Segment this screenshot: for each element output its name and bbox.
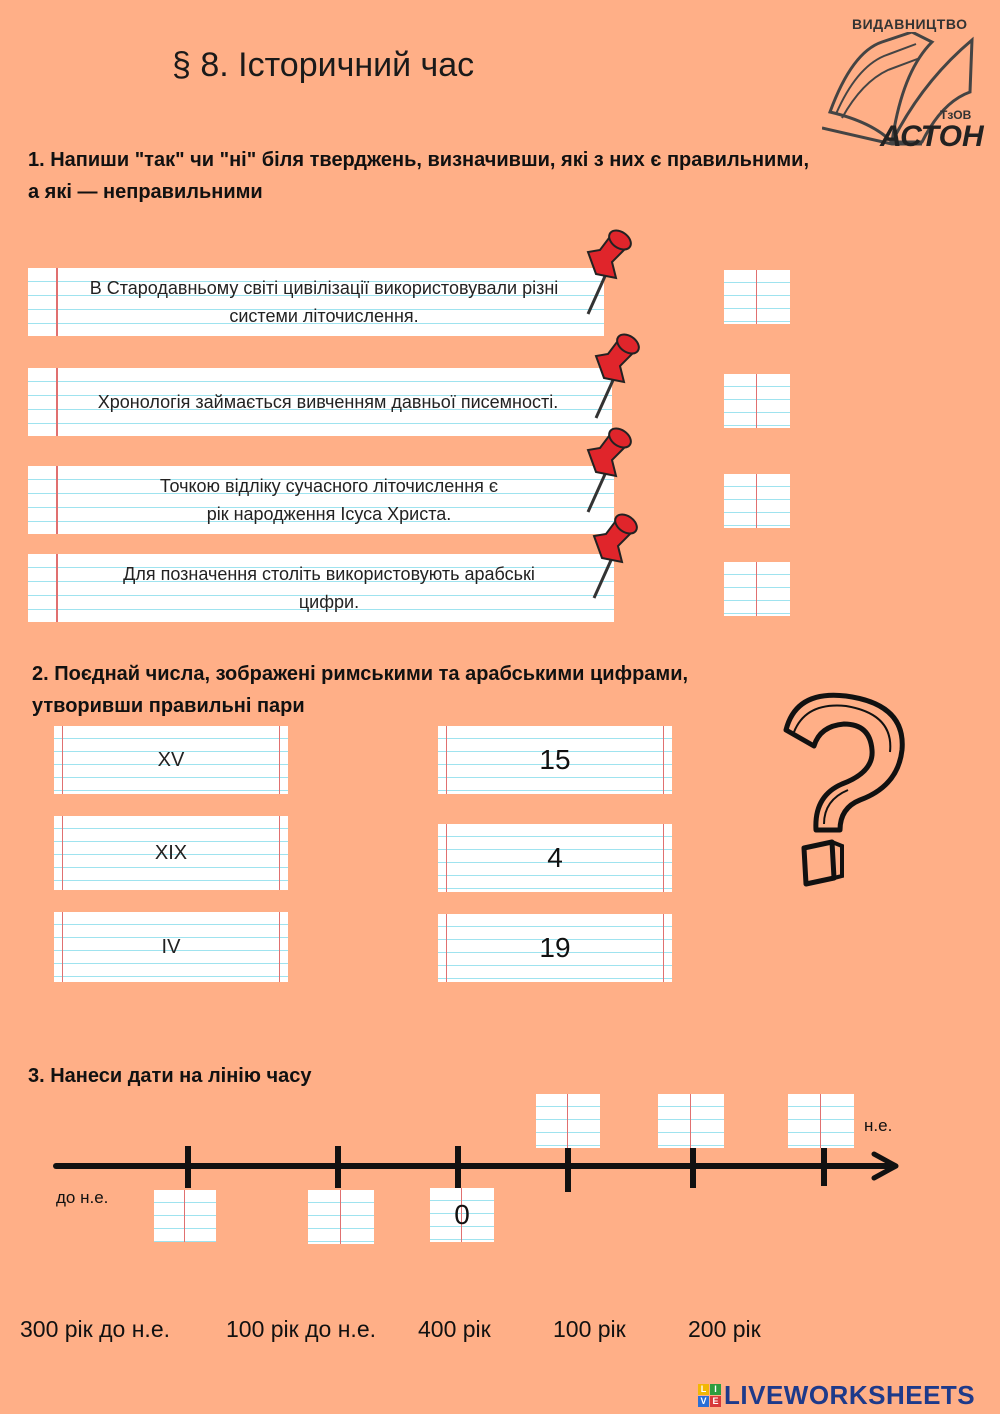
- page-title: § 8. Історичний час: [172, 46, 475, 84]
- date-option[interactable]: 100 рік до н.е.: [226, 1316, 376, 1342]
- push-pin-icon: [584, 510, 644, 600]
- label-ad: н.е.: [864, 1116, 893, 1135]
- statement-card: [28, 554, 614, 622]
- statement-text: Хронологія займається вивченням давньої писемності.: [97, 392, 559, 412]
- brand-badge-letter: I: [710, 1384, 721, 1395]
- date-option[interactable]: 400 рік: [418, 1316, 491, 1342]
- brand-badge-letter: V: [698, 1396, 709, 1407]
- task1-heading-line1: 1. Напиши "так" чи "ні" біля тверджень, визначивши, які з них є правильними,: [28, 149, 809, 171]
- timeline-drop-box[interactable]: [788, 1094, 854, 1148]
- task2-heading-line2: утворивши правильні пари: [32, 695, 305, 717]
- push-pin-icon: [586, 330, 646, 420]
- roman-numeral-card[interactable]: [54, 726, 288, 794]
- label-bc: до н.е.: [56, 1188, 109, 1207]
- timeline-drop-box[interactable]: [536, 1094, 600, 1148]
- roman-numeral-card[interactable]: [54, 816, 288, 890]
- publisher-small-text: ТзОВ: [940, 108, 972, 122]
- roman-numeral-card[interactable]: [54, 912, 288, 982]
- arabic-numeral: 15: [539, 744, 571, 775]
- answer-input-box[interactable]: [724, 474, 790, 528]
- roman-numeral: IV: [161, 935, 181, 958]
- timeline-drop-box[interactable]: [154, 1190, 216, 1242]
- statement-card: [28, 466, 614, 534]
- task2-heading-line1: 2. Поєднай числа, зображені римськими та арабськими цифрами,: [32, 663, 689, 685]
- statement-text: В Стародавньому світі цивілізації використовували різні системи літочислення.: [89, 278, 559, 326]
- roman-numeral: XV: [157, 748, 185, 771]
- timeline-drop-box[interactable]: [658, 1094, 724, 1148]
- statement-card: [28, 268, 604, 336]
- answer-input-box[interactable]: [724, 374, 790, 428]
- push-pin-icon: [578, 424, 638, 514]
- liveworksheets-logo: [698, 1378, 975, 1412]
- statement-card: [28, 368, 612, 436]
- task1-heading: [28, 144, 809, 208]
- answer-input-box[interactable]: [724, 270, 790, 324]
- arabic-numeral-card[interactable]: [438, 824, 672, 892]
- timeline-zero-box: [430, 1188, 494, 1242]
- publisher-logo: [822, 14, 982, 159]
- roman-numeral: XIX: [154, 841, 188, 864]
- publisher-top-text: ВИДАВНИЦТВО: [852, 16, 968, 32]
- arabic-numeral-card[interactable]: [438, 726, 672, 794]
- task1-heading-line2: а які — неправильними: [28, 181, 263, 203]
- publisher-name: АСТОН: [880, 120, 984, 153]
- statement-text: Для позначення століть використовують арабські цифри.: [123, 564, 535, 612]
- brand-badge-icon: [698, 1384, 721, 1407]
- brand-badge-letter: E: [710, 1396, 721, 1407]
- brand-badge-letter: L: [698, 1384, 709, 1395]
- push-pin-icon: [578, 226, 638, 316]
- date-option[interactable]: 200 рік: [688, 1316, 761, 1342]
- brand-name: LIVEWORKSHEETS: [724, 1379, 976, 1410]
- task3-heading: 3. Нанеси дати на лінію часу: [28, 1065, 312, 1087]
- arabic-numeral: 19: [539, 932, 571, 963]
- statement-text: Точкою відліку сучасного літочислення є рік народження Ісуса Христа.: [159, 476, 499, 524]
- question-mark-icon: [776, 690, 916, 890]
- date-option[interactable]: 300 рік до н.е.: [20, 1316, 170, 1342]
- date-option[interactable]: 100 рік: [553, 1316, 626, 1342]
- answer-input-box[interactable]: [724, 562, 790, 616]
- timeline-drop-box[interactable]: [308, 1190, 374, 1244]
- task2-heading: [32, 658, 688, 722]
- arabic-numeral: 4: [547, 842, 563, 873]
- timeline-zero-value: 0: [454, 1199, 470, 1230]
- arabic-numeral-card[interactable]: [438, 914, 672, 982]
